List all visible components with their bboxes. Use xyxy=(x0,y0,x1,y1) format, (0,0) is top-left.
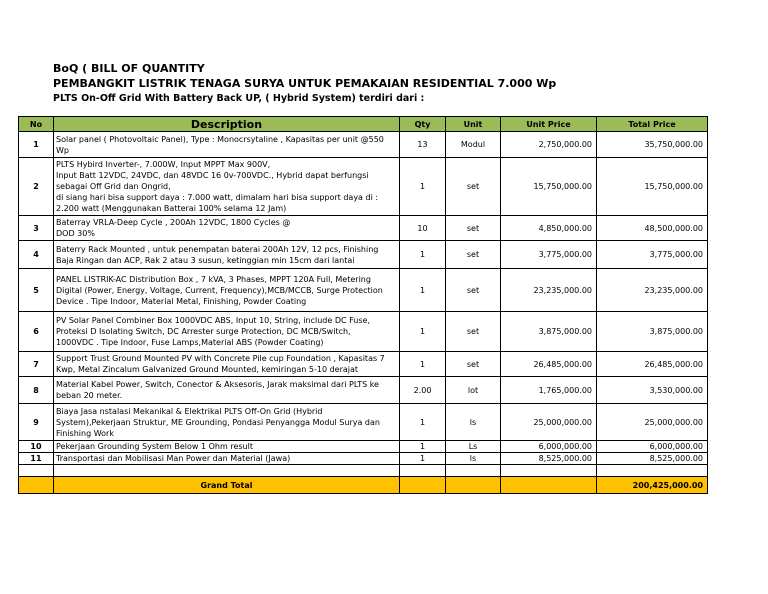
empty-cell xyxy=(446,465,501,477)
row-number: 10 xyxy=(19,441,54,453)
description-line: sebagai Off Grid dan Ongrid, xyxy=(56,182,171,191)
table-header-row xyxy=(19,117,708,132)
row-unit: Ls xyxy=(446,441,501,453)
row-number: 1 xyxy=(19,132,54,158)
grand-total-label: Grand Total xyxy=(54,477,400,494)
description-line: Pekerjaan Grounding System Below 1 Ohm result xyxy=(56,442,253,451)
table-row xyxy=(19,312,708,352)
row-description xyxy=(54,453,400,465)
row-total-price: 3,530,000.00 xyxy=(597,377,708,404)
description-line: Solar panel ( Photovoltaic Panel), Type : Monocrsytaline , Kapasitas per unit @550 xyxy=(56,134,384,144)
row-unit: ls xyxy=(446,453,501,465)
row-description xyxy=(54,158,400,216)
description-line: 1000VDC . Tipe Indoor, Fuse Lamps,Material ABS (Powder Coating) xyxy=(56,338,324,347)
table-row xyxy=(19,352,708,377)
col-header-no: No xyxy=(19,117,54,132)
row-unit-price: 23,235,000.00 xyxy=(501,269,597,312)
row-description xyxy=(54,269,400,312)
description-line: PV Solar Panel Combiner Box 1000VDC ABS, Input 10, String, include DC Fuse, xyxy=(56,316,370,325)
table-row xyxy=(19,132,708,158)
row-qty: 2.00 xyxy=(400,377,446,404)
row-description xyxy=(54,352,400,377)
description-line: Baterray VRLA-Deep Cycle , 200Ah 12VDC, 1800 Cycles @ xyxy=(56,218,291,227)
table-row xyxy=(19,241,708,269)
row-unit: ls xyxy=(446,404,501,441)
table-row xyxy=(19,158,708,216)
row-unit: set xyxy=(446,312,501,352)
grand-total-empty xyxy=(400,477,446,494)
row-qty: 1 xyxy=(400,269,446,312)
description-line: Device . Tipe Indoor, Material Metal, Finishing, Powder Coating xyxy=(56,296,307,306)
table-row xyxy=(19,404,708,441)
boq-table xyxy=(18,116,708,494)
table-row xyxy=(19,441,708,453)
row-number: 2 xyxy=(19,158,54,216)
row-description xyxy=(54,377,400,404)
table-row xyxy=(19,453,708,465)
row-qty: 1 xyxy=(400,312,446,352)
row-qty: 1 xyxy=(400,404,446,441)
description-line: Biaya Jasa nstalasi Mekanikal & Elektrikal PLTS Off-On Grid (Hybrid xyxy=(56,406,323,416)
title: BoQ ( BILL OF QUANTITY xyxy=(53,62,205,75)
description-line: PANEL LISTRIK-AC Distribution Box , 7 kVA, 3 Phases, MPPT 120A Full, Metering xyxy=(56,274,371,284)
row-unit: set xyxy=(446,241,501,269)
row-total-price: 6,000,000.00 xyxy=(597,441,708,453)
row-description xyxy=(54,404,400,441)
row-unit: set xyxy=(446,216,501,241)
row-unit: set xyxy=(446,269,501,312)
row-unit-price: 3,775,000.00 xyxy=(501,241,597,269)
row-number: 5 xyxy=(19,269,54,312)
description-line: DOD 30% xyxy=(56,229,95,238)
row-qty: 1 xyxy=(400,453,446,465)
col-header-unit: Unit xyxy=(446,117,501,132)
grand-total-empty xyxy=(501,477,597,494)
description-line: 2.200 watt (Menggunakan Batterai 100% selama 12 Jam) xyxy=(56,204,287,213)
row-number: 8 xyxy=(19,377,54,404)
empty-cell xyxy=(400,465,446,477)
grand-total-empty xyxy=(446,477,501,494)
row-qty: 13 xyxy=(400,132,446,158)
row-total-price: 3,875,000.00 xyxy=(597,312,708,352)
row-number: 3 xyxy=(19,216,54,241)
row-total-price: 35,750,000.00 xyxy=(597,132,708,158)
description-line: System),Pekerjaan Struktur, ME Grounding, Pondasi Penyangga Modul Surya dan xyxy=(56,417,380,427)
row-unit: set xyxy=(446,352,501,377)
row-unit-price: 6,000,000.00 xyxy=(501,441,597,453)
empty-cell xyxy=(501,465,597,477)
col-header-description: Description xyxy=(54,117,400,132)
table-row xyxy=(19,269,708,312)
description-line: beban 20 meter. xyxy=(56,391,123,400)
table-body xyxy=(19,132,708,494)
table-row xyxy=(19,216,708,241)
row-unit-price: 1,765,000.00 xyxy=(501,377,597,404)
row-total-price: 15,750,000.00 xyxy=(597,158,708,216)
empty-cell xyxy=(597,465,708,477)
row-qty: 1 xyxy=(400,158,446,216)
row-description xyxy=(54,216,400,241)
row-unit-price: 26,485,000.00 xyxy=(501,352,597,377)
description-line: Material Kabel Power, Switch, Conector & Aksesoris, Jarak maksimal dari PLTS ke xyxy=(56,380,379,389)
row-number: 6 xyxy=(19,312,54,352)
row-qty: 1 xyxy=(400,441,446,453)
description-line: Digital (Power, Energy, Voltage, Current, Frequency),MCB/MCCB, Surge Protection xyxy=(56,285,383,295)
row-unit-price: 2,750,000.00 xyxy=(501,132,597,158)
grand-total-row xyxy=(19,477,708,494)
row-unit-price: 4,850,000.00 xyxy=(501,216,597,241)
row-total-price: 8,525,000.00 xyxy=(597,453,708,465)
empty-cell xyxy=(54,465,400,477)
row-unit-price: 25,000,000.00 xyxy=(501,404,597,441)
description-line: Baterry Rack Mounted , untuk penempatan baterai 200Ah 12V, 12 pcs, Finishing xyxy=(56,244,379,254)
row-total-price: 48,500,000.00 xyxy=(597,216,708,241)
col-header-total-price: Total Price xyxy=(597,117,708,132)
row-description xyxy=(54,132,400,158)
description-line: Finishing Work xyxy=(56,428,114,438)
description-line: Proteksi D Isolating Switch, DC Arrester surge Protection, DC MCB/Switch, xyxy=(56,327,351,336)
row-qty: 1 xyxy=(400,352,446,377)
description-line: Support Trust Ground Mounted PV with Concrete Pile cup Foundation , Kapasitas 7 xyxy=(56,354,385,363)
subtitle: PEMBANGKIT LISTRIK TENAGA SURYA UNTUK PEMAKAIAN RESIDENTIAL 7.000 Wp xyxy=(53,77,557,90)
row-qty: 10 xyxy=(400,216,446,241)
row-number: 9 xyxy=(19,404,54,441)
row-description xyxy=(54,441,400,453)
row-total-price: 23,235,000.00 xyxy=(597,269,708,312)
description-line: Input Batt 12VDC, 24VDC, dan 48VDC 16 0v-700VDC., Hybrid dapat berfungsi xyxy=(56,171,369,180)
row-qty: 1 xyxy=(400,241,446,269)
col-header-unit-price: Unit Price xyxy=(501,117,597,132)
row-total-price: 26,485,000.00 xyxy=(597,352,708,377)
row-unit-price: 8,525,000.00 xyxy=(501,453,597,465)
description-line: PLTS Hybird Inverter-, 7.000W, Input MPPT Max 900V, xyxy=(56,160,271,169)
description-line: Kwp, Metal Zincalum Galvanized Ground Mounted, kemiringan 5-10 derajat xyxy=(56,365,359,374)
row-unit: set xyxy=(446,158,501,216)
description-line: di siang hari bisa support daya : 7.000 watt, dimalam hari bisa support daya di : xyxy=(56,193,379,202)
description-line: Transportasi dan Mobilisasi Man Power dan Material (Jawa) xyxy=(56,454,291,463)
col-header-qty: Qty xyxy=(400,117,446,132)
description-line: Wp xyxy=(56,145,69,155)
table-row xyxy=(19,377,708,404)
row-number: 7 xyxy=(19,352,54,377)
row-description xyxy=(54,312,400,352)
row-unit: lot xyxy=(446,377,501,404)
row-description xyxy=(54,241,400,269)
empty-row xyxy=(19,465,708,477)
description-line: Baja Ringan dan ACP, Rak 2 atau 3 susun, ketinggian min 15cm dari lantai xyxy=(56,255,355,265)
row-unit-price: 3,875,000.00 xyxy=(501,312,597,352)
row-unit: Modul xyxy=(446,132,501,158)
row-unit-price: 15,750,000.00 xyxy=(501,158,597,216)
row-total-price: 25,000,000.00 xyxy=(597,404,708,441)
grand-total-value: 200,425,000.00 xyxy=(597,477,708,494)
row-total-price: 3,775,000.00 xyxy=(597,241,708,269)
row-number: 11 xyxy=(19,453,54,465)
grand-total-empty xyxy=(19,477,54,494)
empty-cell xyxy=(19,465,54,477)
row-number: 4 xyxy=(19,241,54,269)
system-description: PLTS On-Off Grid With Battery Back UP, ( Hybrid System) terdiri dari : xyxy=(53,93,425,104)
